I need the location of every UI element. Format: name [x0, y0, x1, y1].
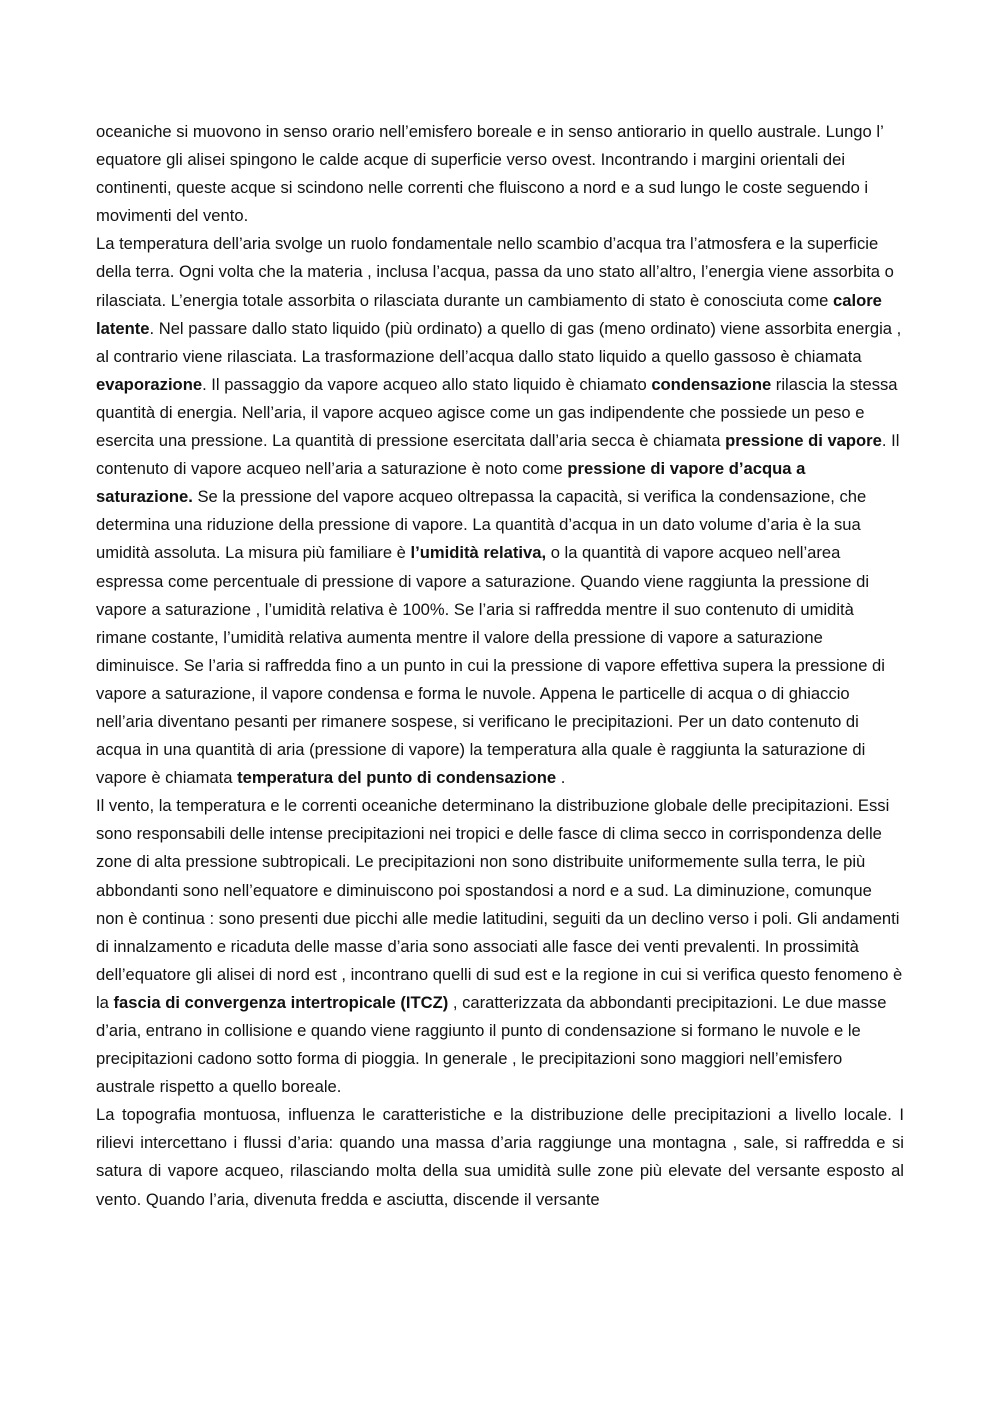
text-run: . Nel passare dallo stato liquido (più ordinato) a quello di gas (meno ordinato) viene assorbita energia , al contrario viene rilasciata. La trasformazione dell’acqua dallo stato liquido a quello gassoso è chiamata [96, 318, 902, 366]
text-run: , caratterizzata da abbondanti precipitazioni. Le due masse d’aria, entrano in collisione e quando viene raggiunto il punto di condensazione si formano le nuvole e le precipitazioni cadono sotto forma di pioggia. In generale , le precipitazioni sono maggiori nell’emisfero australe rispetto a quello boreale. [96, 992, 887, 1097]
paragraph-precipitation-distribution [96, 792, 904, 1101]
bold-term: pressione di vapore d’acqua a saturazione. [96, 459, 806, 507]
bold-term: temperatura del punto di condensazione [237, 768, 557, 788]
text-run: oceaniche si muovono in senso orario nell’emisfero boreale e in senso antiorario in quello australe. Lungo l’ equatore gli alisei spingono le calde acque di superficie verso ovest. Incontrando i margini orientali dei continenti, queste acque si scindono nelle correnti che fluiscono a nord e a sud lungo le coste seguendo i movimenti del vento. [96, 122, 884, 226]
bold-term: calore latente [96, 290, 882, 338]
bold-term: condensazione [651, 374, 772, 394]
bold-term: evaporazione [96, 374, 203, 394]
paragraph-air-temperature-humidity [96, 230, 904, 792]
text-run: Il vento, la temperatura e le correnti oceaniche determinano la distribuzione globale delle precipitazioni. Essi sono responsabili delle intense precipitazioni nei tropici e delle fasce di clima secco in corrispondenza delle zone di alta pressione subtropicali. Le precipitazioni non sono distribuite uniformemente sulla terra, le più abbondanti sono nell’equatore e diminuiscono poi spostandosi a nord e a sud. La diminuzione, comunque non è continua : sono presenti due picchi alle medie latitudini, seguiti da un declino verso i poli. Gli andamenti di innalzamento e ricaduta delle masse d’aria sono associati alle fasce dei venti prevalenti. In prossimità dell’equatore gli alisei di nord est , incontrano quelli di sud est e la regione in cui si verifica questo fenomeno è la [96, 796, 903, 1012]
bold-term: l’umidità relativa, [410, 543, 547, 563]
text-run: . Il contenuto di vapore acqueo nell’aria a saturazione è noto come [96, 431, 900, 479]
paragraph-mountain-topography [96, 1101, 904, 1213]
text-run: Se la pressione del vapore acqueo oltrepassa la capacità, si verifica la condensazione, che determina una riduzione della pressione di vapore. La quantità d’acqua in un dato volume d’aria è la sua umidità assoluta. La misura più familiare è [96, 487, 867, 563]
document-body [96, 118, 904, 1214]
text-run: o la quantità di vapore acqueo nell’area espressa come percentuale di pressione di vapore a saturazione. Quando viene raggiunta la pressione di vapore a saturazione , l’umidità relativa è 100%. Se l’aria si raffredda mentre il suo contenuto di umidità rimane costante, l’umidità relativa aumenta mentre il valore della pressione di vapore a saturazione diminuisce. Se l’aria si raffredda fino a un punto in cui la pressione di vapore effettiva supera la pressione di vapore a saturazione, il vapore condensa e forma le nuvole. Appena le particelle di acqua o di ghiaccio nell’aria diventano pesanti per rimanere sospese, si verificano le precipitazioni. Per un dato contenuto di acqua in una quantità di aria (pressione di vapore) la temperatura alla quale è raggiunta la saturazione di vapore è chiamata [96, 543, 885, 788]
bold-term: fascia di convergenza intertropicale (ITCZ) [113, 992, 449, 1012]
text-run: La temperatura dell’aria svolge un ruolo fondamentale nello scambio d’acqua tra l’atmosfera e la superficie della terra. Ogni volta che la materia , inclusa l’acqua, passa da uno stato all’altro, l’energia viene assorbita o rilasciata. L’energia totale assorbita o rilasciata durante un cambiamento di stato è conosciuta come [96, 234, 894, 310]
bold-term: pressione di vapore [725, 431, 882, 451]
paragraph-ocean-currents [96, 118, 904, 230]
text-run: La topografia montuosa, influenza le caratteristiche e la distribuzione delle precipitazioni a livello locale. I rilievi intercettano i flussi d’aria: quando una massa d’aria raggiunge una montagna , sale, si raffredda e si satura di vapore acqueo, rilasciando molta della sua umidità sulle zone più elevate del versante esposto al vento. Quando l’aria, divenuta fredda e asciutta, discende il versante [96, 1105, 904, 1209]
text-run: . [556, 768, 566, 788]
text-run: rilascia la stessa quantità di energia. Nell’aria, il vapore acqueo agisce come un gas indipendente che possiede un peso e esercita una pressione. La quantità di pressione esercitata dall’aria secca è chiamata [96, 374, 898, 451]
text-run: . Il passaggio da vapore acqueo allo stato liquido è chiamato [202, 374, 652, 394]
